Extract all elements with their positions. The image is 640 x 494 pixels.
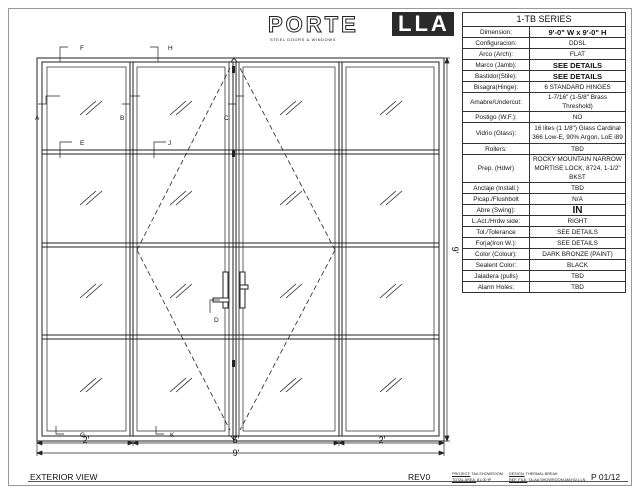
project-field — [452, 472, 503, 476]
area-label: TOTAL AREA: — [452, 478, 476, 482]
spec-row-label: Jaladera (pulls) — [463, 271, 530, 282]
logo-tagline: STEEL DOORS & WINDOWS — [270, 37, 337, 42]
design-field — [509, 472, 558, 476]
spec-row-label: Sealent Color: — [463, 260, 530, 271]
spec-row-label: Forja(Iron W.): — [463, 238, 530, 249]
spec-row-label: Marco (Jamb): — [463, 60, 530, 71]
spec-row-label: Color (Colour): — [463, 249, 530, 260]
design-value: THERMAL BREAK — [525, 472, 558, 476]
spec-row-value: SEE DETAILS — [530, 60, 626, 71]
revision-label: REV0 — [408, 472, 431, 482]
spec-row-value: RIGHT — [530, 216, 626, 227]
label-f: E — [80, 140, 85, 147]
spec-row-value: N/A — [530, 194, 626, 205]
label-j: J — [168, 140, 172, 147]
label-e: F — [80, 45, 84, 52]
dim-right-width: 2' — [378, 435, 386, 445]
spec-row-value: NO — [530, 112, 626, 123]
spec-row-value: 9'-0" W x 9'-0" H — [530, 27, 626, 38]
project-label: PROJECT: — [452, 472, 471, 476]
spec-row-value: 6 STANDARD HINGES — [530, 82, 626, 93]
spec-row-value: BLACK — [530, 260, 626, 271]
dim-total-height: 9' — [450, 246, 460, 254]
design-label: DESIGN: — [509, 472, 525, 476]
spec-row-label: Alarm Holes: — [463, 282, 530, 293]
spec-row-value: TBD — [530, 282, 626, 293]
spec-row-label: Dimension: — [463, 27, 530, 38]
spec-row-value: TBD — [530, 271, 626, 282]
spec-row-label: Prep. (Hdwr) — [463, 155, 530, 183]
door-handle-hardware — [213, 272, 248, 308]
dim-total-width: 9' — [232, 448, 240, 458]
label-a: A — [35, 115, 40, 122]
ref-label: REF. FILE: — [509, 478, 528, 482]
spec-row-label: Configuracion: — [463, 38, 530, 49]
label-c: C — [224, 115, 229, 122]
spec-row-value: 1-7/16" (1-5/8" Brass Threshold) — [530, 93, 626, 112]
spec-row-value: FLAT — [530, 49, 626, 60]
spec-row-value: DDSL — [530, 38, 626, 49]
view-title: EXTERIOR VIEW — [30, 472, 98, 482]
area-value: 81.00 ft² — [477, 478, 491, 482]
label-g: G — [80, 432, 86, 439]
area-field — [452, 478, 491, 482]
outer-frame-outline — [37, 58, 444, 441]
ref-field — [509, 478, 585, 482]
ref-value: TA-AA SHOWROOM-MAY021-LN — [528, 478, 586, 482]
inner-frame-outline — [42, 62, 439, 436]
dim-left-width: 2' — [82, 435, 90, 445]
spec-row-value: TBD — [530, 183, 626, 194]
spec-row-label: Bisagra(Hinge): — [463, 82, 530, 93]
spec-row-value: SEE DETAILS — [530, 238, 626, 249]
dim-center-width: 5' — [232, 435, 240, 445]
spec-row-label: Picap./Flushbolt — [463, 194, 530, 205]
spec-row-label: Bastidor(Stile): — [463, 71, 530, 82]
project-value: TAA SHOWROOM — [471, 472, 503, 476]
label-h: H — [168, 45, 173, 52]
spec-row-value: SEE DETAILS — [530, 71, 626, 82]
spec-row-value: TBD — [530, 144, 626, 155]
spec-row-value: ROCKY MOUNTAIN NARROW MORTISE LOCK, 8724, 1-1/2" BKST — [530, 155, 626, 183]
spec-row-label: Tol./Tolerance — [463, 227, 530, 238]
spec-title: 1-TB SERIES — [463, 13, 626, 27]
spec-row-value: SEE DETAILS — [530, 227, 626, 238]
spec-row-label: Amabre/Undercut: — [463, 93, 530, 112]
page-number: P 01/12 — [591, 472, 621, 482]
spec-row-value: IN — [530, 205, 626, 216]
logo-box-text: LLA — [398, 11, 450, 36]
spec-row-label: Postigo (W.F.): — [463, 112, 530, 123]
spec-row-label: Abre (Swing): — [463, 205, 530, 216]
spec-row-label: Anclaje (Install.) — [463, 183, 530, 194]
label-k: K — [170, 432, 175, 439]
spec-row-value: 16 lites (1 1/8") Glass Cardinal 366 Low-E, 90% Argon, LoE i89 — [530, 123, 626, 144]
label-d: D — [214, 317, 219, 324]
spec-row-value: DARK BRONZE (PAINT) — [530, 249, 626, 260]
spec-row-label: Rollers: — [463, 144, 530, 155]
spec-row-label: Arco (Arch): — [463, 49, 530, 60]
logo-wordmark: PORTE — [268, 12, 359, 37]
spec-row-label: L.Act./Hrdw side: — [463, 216, 530, 227]
spec-row-label: Vidrio (Glass): — [463, 123, 530, 144]
label-b: B — [120, 115, 125, 122]
